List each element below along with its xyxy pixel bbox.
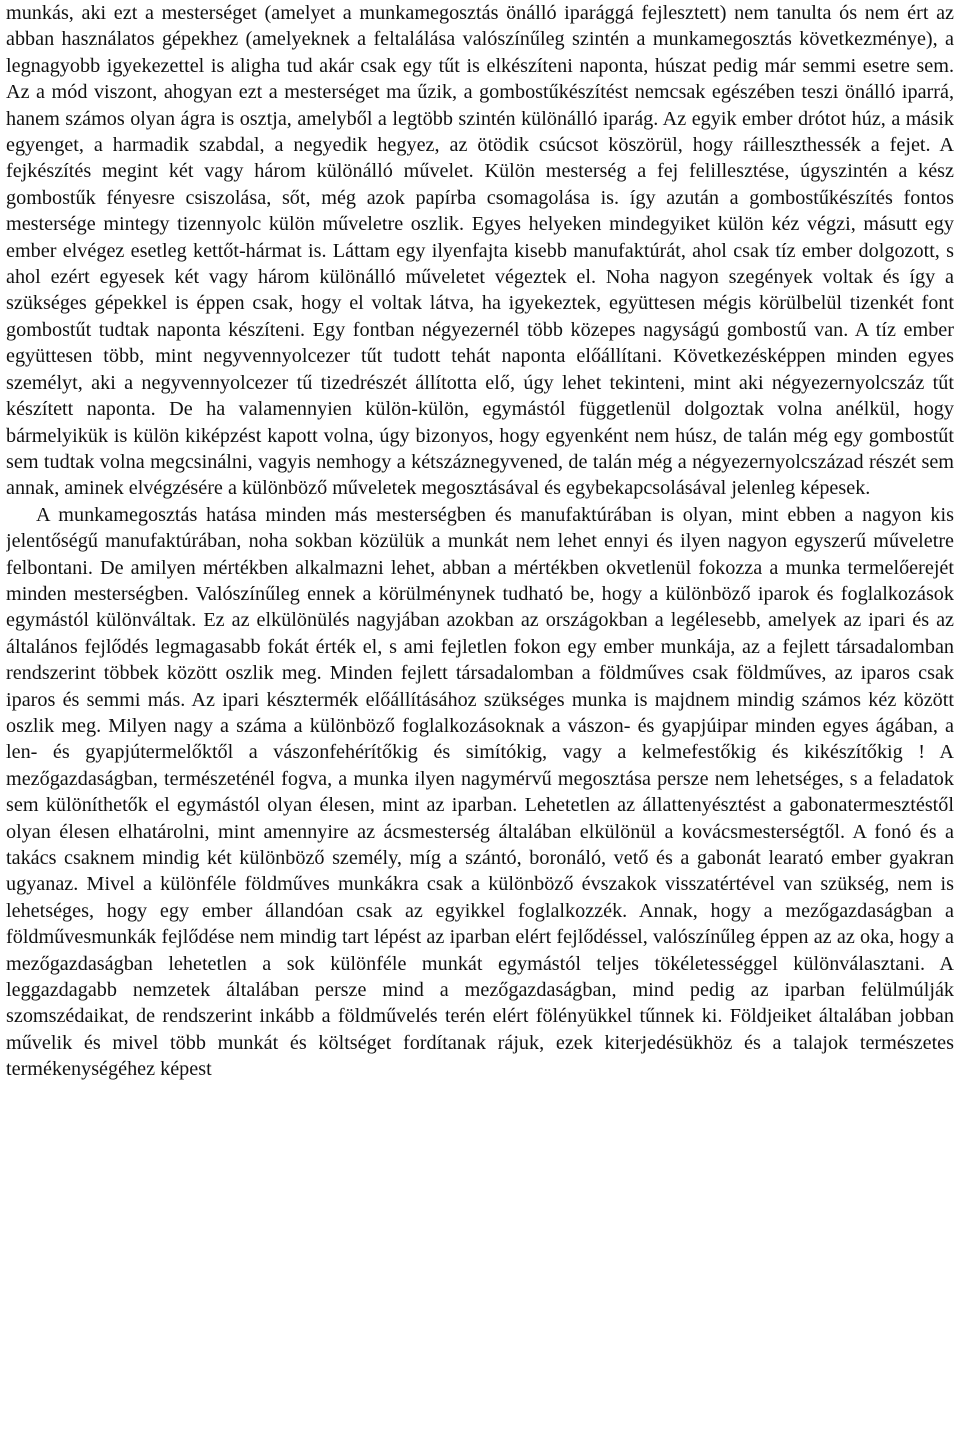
paragraph-2: A munkamegosztás hatása minden más mesterségben és manufaktúrában is olyan, mint ebben a nagyon kis jelentőségű manufaktúrában, noha sokban közülük a munkát nem lehet ennyi és ilyen nagyon egyszerű műveletre felbontani. De amilyen mértékben alkalmazni lehet, abban a mértékben okvetlenül fokozza a munka termelőerejét minden mesterségben. Valószínűleg ennek a körülménynek tudható be, hogy a különböző iparok és foglalkozások egymástól különváltak. Ez az elkülönülés nagyjában azokban az országokban a legélesebb, amelyek az ipari és az általános fejlődés legmagasabb fokát érték el, s ami fejletlen fokon egy ember munkája, az a fejlett társadalomban rendszerint többek között oszlik meg. Minden fejlett társadalomban a földműves csak földműves, az iparos csak iparos és semmi más. Az ipari késztermék előállításához szükséges munka is majdnem mindig számos kéz között oszlik meg. Milyen nagy a száma a különböző foglalkozásoknak a vászon- és gyapjúipar minden egyes ágában, a len- és gyapjútermelőktől a vászonfehérítőkig és simítókig, vagy a kelmefestőkig és kikészítőkig ! A mezőgazdaságban, természeténél fogva, a munka ilyen nagymérvű megosztása persze nem lehetséges, s a feladatok sem különíthetők el egymástól olyan élesen, mint az iparban. Lehetetlen az állattenyésztést a gabonatermesztéstől olyan élesen elhatárolni, mint amennyire az ácsmesterség általában elkülönül a kovácsmesterségtől. A fonó és a takács csaknem mindig két különböző személy, míg a szántó, boronáló, vető és a gabonát learató ember gyakran ugyanaz. Mivel a különféle földműves munkákra csak a különböző évszakok visszatértével van szükség, nem is lehetséges, hogy egy ember állandóan csak az egyikkel foglalkozzék. Annak, hogy a mezőgazdaságban a földművesmunkák fejlődése nem mindig tart lépést az iparban elért fejlődéssel, valószínűleg éppen az az oka, hogy a mezőgazdaságban lehetetlen a sok különféle munkát egymástól teljes tökéletességgel különválasztani. A leggazdagabb nemzetek általában persze mind a mezőgazdaságban, mind pedig az iparban felülmúlják szomszédaikat, de rendszerint inkább a földművelés terén elért fölényükkel tűnnek ki. Földjeiket általában jobban művelik és mivel több munkát és költséget fordítanak rájuk, ezek kiterjedésükhöz és a talajok természetes termékenységéhez képest (6, 503, 954, 1081)
document-page (6, 0, 954, 1444)
paragraph-1: munkás, aki ezt a mesterséget (amelyet a munkamegosztás önálló iparággá fejlesztett) nem tanulta ós nem ért az abban használatos gépekhez (amelyeknek a feltalálása valószínűleg szintén a munkamegosztás következménye), a legnagyobb igyekezettel is aligha tud akár csak egy tűt is elkészíteni naponta, húszat pedig már semmi esetre sem. Az a mód viszont, ahogyan ezt a mesterséget ma űzik, a gombostűkészítést nemcsak egészében teszi önálló iparrá, hanem számos olyan ágra is osztja, amelyből a legtöbb szintén különálló iparág. Az egyik ember drótot húz, a másik egyenget, a harmadik szabdal, a negyedik hegyez, az ötödik csúcsot köszörül, hogy ráilleszthessék a fejet. A fejkészítés megint két vagy három különálló művelet. Külön mesterség a fej felillesztése, úgyszintén a kész gombostűk fényesre csiszolása, sőt, még azok papírba csomagolása is. így azután a gombostűkészítés fontos mestersége mintegy tizennyolc külön műveletre oszlik. Egyes helyeken mindegyiket külön kéz végzi, másutt egy ember elvégez esetleg kettőt-hármat is. Láttam egy ilyenfajta kisebb manufaktúrát, ahol csak tíz ember dolgozott, s ahol ezért egyesek két vagy három különálló műveletet végeztek el. Noha nagyon szegények voltak és így a szükséges gépekkel is éppen csak, hogy el voltak látva, ha igyekeztek, együttesen mégis körülbelül tizenkét font gombostűt tudtak naponta készíteni. Egy fontban négyezernél több közepes nagyságú gombostű van. A tíz ember együttesen több, mint negyvennyolcezer tűt tudott tehát naponta előállítani. Következésképpen minden egyes személyt, aki a negyvennyolcezer tű tizedrészét állította elő, úgy lehet tekinteni, mint aki négyezernyolcszáz tűt készített naponta. De ha valamennyien külön-külön, egymástól függetlenül dolgoztak volna anélkül, hogy bármelyikük is külön kiképzést kapott volna, úgy bizonyos, hogy egyenként nem húsz, de talán még egy gombostűt sem tudtak volna megcsinálni, vagyis nemhogy a kétszáznegyvened, de talán még a négyezernyolcszázad részét sem annak, aminek elvégzésére a különböző műveletek megosztásával és egybekapcsolásával jelenleg képesek. (6, 2, 954, 500)
